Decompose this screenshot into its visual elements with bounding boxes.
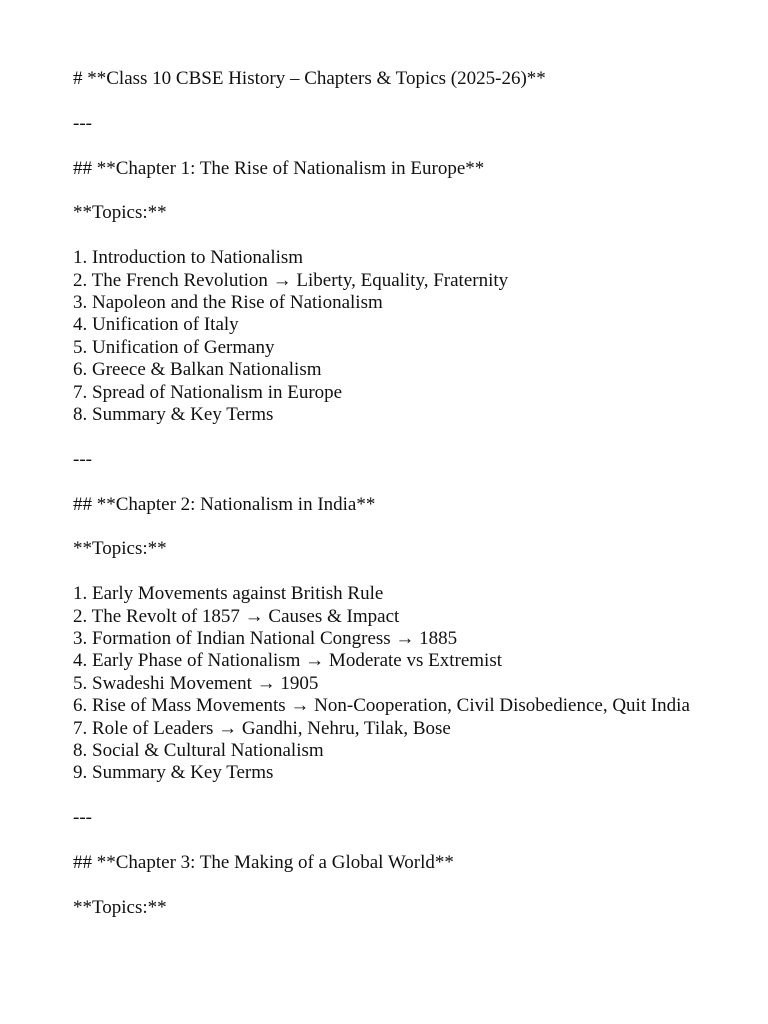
topic-item: 3. Formation of Indian National Congress → 1885 <box>73 628 458 650</box>
chapter-heading: ## **Chapter 2: Nationalism in India** <box>73 493 376 515</box>
spacer <box>73 830 713 852</box>
chapter-heading: ## **Chapter 3: The Making of a Global World** <box>73 852 454 874</box>
topics-label: **Topics:** <box>73 896 167 918</box>
topic-item: 7. Role of Leaders → Gandhi, Nehru, Tilak, Bose <box>73 717 451 739</box>
chapter-heading: ## **Chapter 1: The Rise of Nationalism in Europe** <box>73 157 485 179</box>
topic-item: 6. Rise of Mass Movements → Non-Cooperation, Civil Disobedience, Quit India <box>73 695 690 717</box>
topic-item: 3. Napoleon and the Rise of Nationalism <box>73 292 383 313</box>
document-title: # **Class 10 CBSE History – Chapters & Topics (2025-26)** <box>73 68 546 89</box>
topic-item: 2. The French Revolution → Liberty, Equality, Fraternity <box>73 269 509 291</box>
separator: --- <box>73 807 92 829</box>
topic-item: 2. The Revolt of 1857 → Causes & Impact <box>73 605 400 627</box>
topic-item: 4. Early Phase of Nationalism → Moderate vs Extremist <box>73 650 502 672</box>
spacer <box>73 225 713 247</box>
topics-label: **Topics:** <box>73 202 167 224</box>
spacer <box>73 426 713 448</box>
topic-item: 9. Summary & Key Terms <box>73 762 274 784</box>
spacer <box>73 180 713 202</box>
topics-label: **Topics:** <box>73 538 167 560</box>
spacer <box>73 471 713 493</box>
topic-item: 5. Swadeshi Movement → 1905 <box>73 672 319 694</box>
spacer <box>73 516 713 538</box>
topic-item: 8. Summary & Key Terms <box>73 404 274 426</box>
spacer <box>73 135 713 157</box>
topic-item: 1. Introduction to Nationalism <box>73 247 304 269</box>
topic-list <box>73 583 713 785</box>
topic-item: 7. Spread of Nationalism in Europe <box>73 381 343 403</box>
spacer <box>73 561 713 583</box>
separator: --- <box>73 448 92 470</box>
spacer <box>73 785 713 807</box>
topic-item: 8. Social & Cultural Nationalism <box>73 740 324 762</box>
topic-item: 5. Unification of Germany <box>73 336 275 358</box>
topic-item: 1. Early Movements against British Rule <box>73 583 384 605</box>
separator: --- <box>73 112 92 134</box>
spacer <box>73 874 713 896</box>
topic-item: 4. Unification of Italy <box>73 314 239 336</box>
spacer <box>73 90 713 112</box>
topic-item: 6. Greece & Balkan Nationalism <box>73 359 322 381</box>
document-page <box>73 68 713 919</box>
topic-list <box>73 247 713 426</box>
